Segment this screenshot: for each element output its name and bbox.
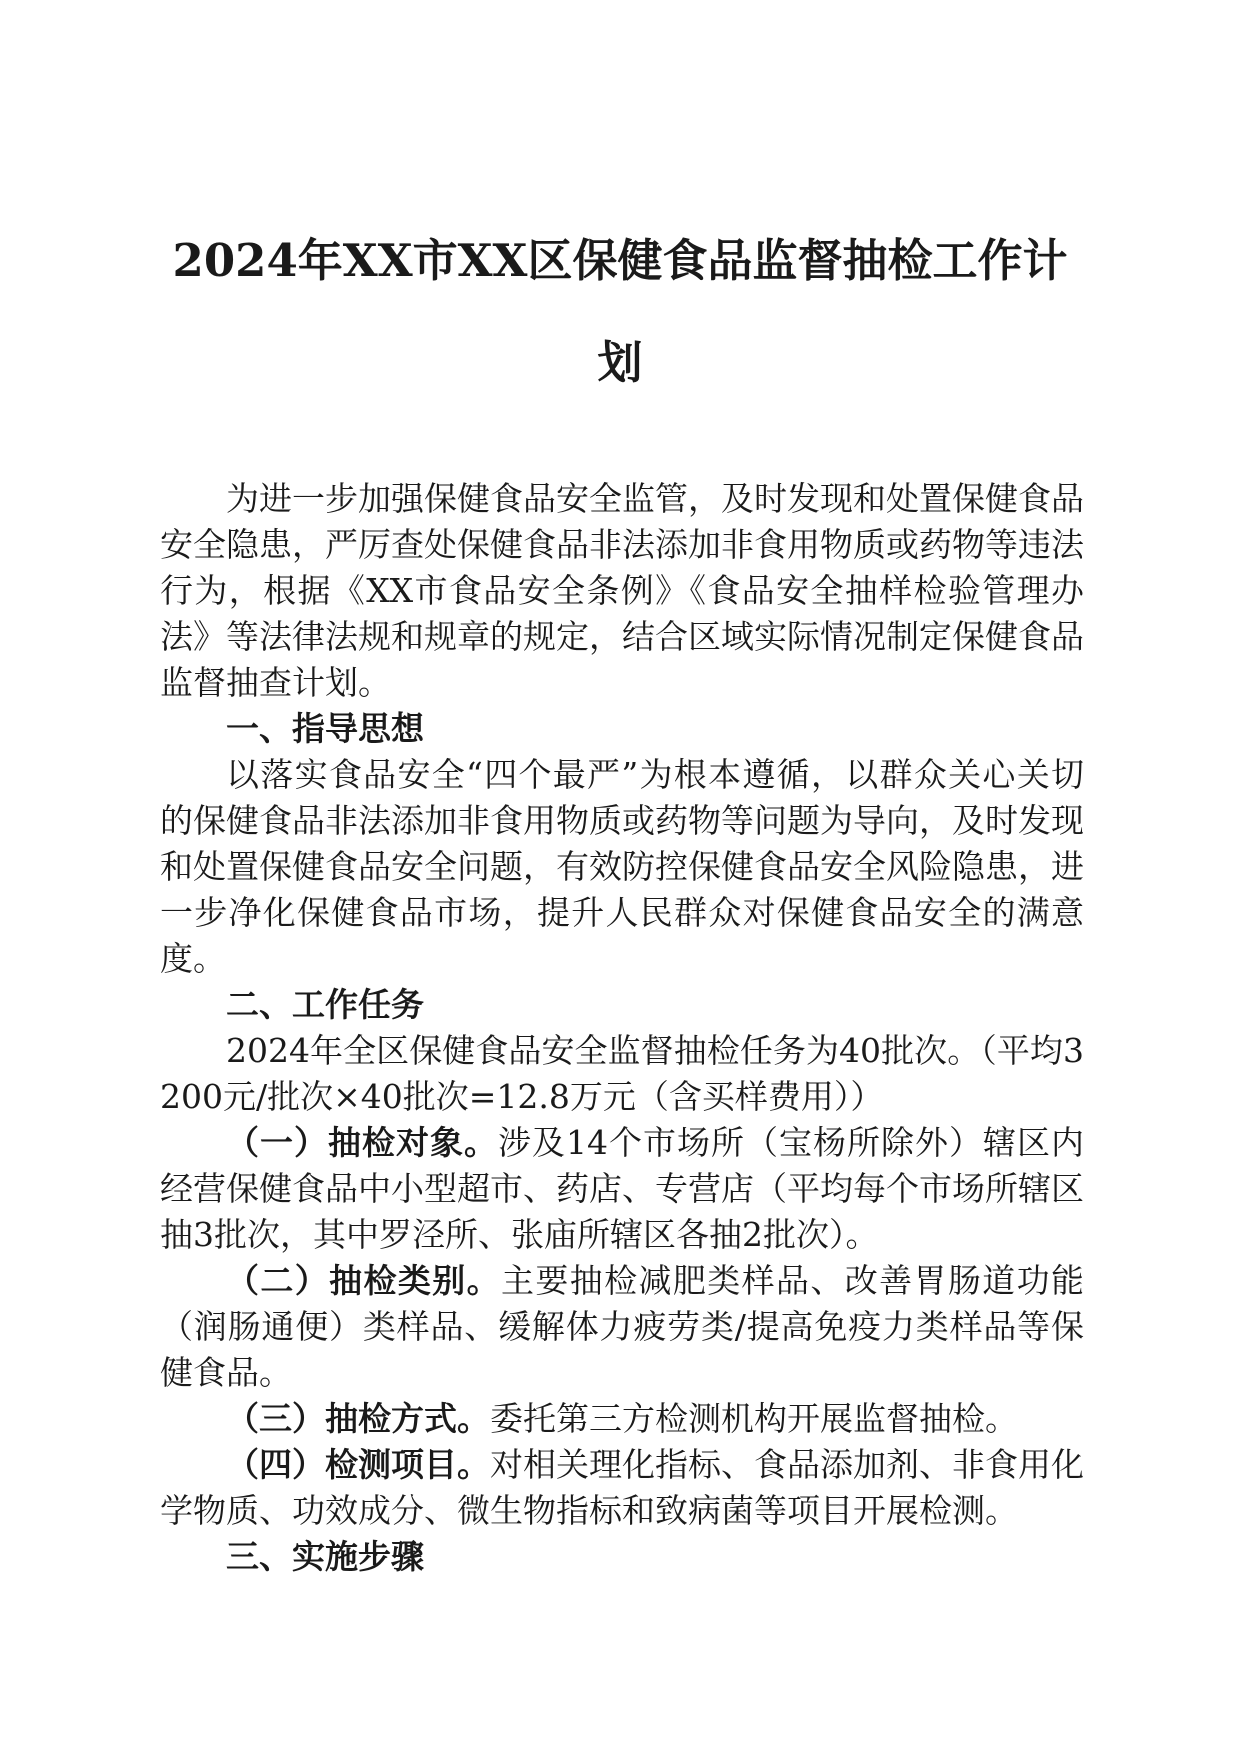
section-heading-work-tasks: 二、工作任务	[226, 985, 424, 1024]
section-heading-guiding-ideology: 一、指导思想	[226, 709, 424, 748]
task-item-label: （三）抽检方式。	[226, 1399, 490, 1438]
intro-paragraph: 为进一步加强保健食品安全监管，及时发现和处置保健食品安全隐患，严厉查处保健食品非法添加非食用物质或药物等违法行为，根据《XX市食品安全条例》《食品安全抽样检验管理办法》等法律法规和规章的规定，结合区域实际情况制定保健食品监督抽查计划。	[160, 479, 1084, 702]
document-body	[160, 476, 1084, 1580]
task-item	[160, 1120, 1084, 1258]
task-item-label: （四）检测项目。	[226, 1445, 490, 1484]
task-item	[160, 1442, 1084, 1534]
document-title-line2: 划	[597, 336, 643, 389]
guiding-ideology-paragraph: 以落实食品安全“四个最严”为根本遵循，以群众关心关切的保健食品非法添加非食用物质或药物等问题为导向，及时发现和处置保健食品安全问题，有效防控保健食品安全风险隐患，进一步净化保健食品市场，提升人民群众对保健食品安全的满意度。	[160, 755, 1084, 978]
section-heading-implementation-steps: 三、实施步骤	[226, 1537, 424, 1576]
task-item	[160, 1396, 1084, 1442]
task-item-text: 涉及14个市场所（宝杨所除外）辖区内经营保健食品中小型超市、药店、专营店（平均每个市场所辖区抽3批次，其中罗泾所、张庙所辖区各抽2批次）。	[160, 1123, 1084, 1254]
work-tasks-paragraph: 2024年全区保健食品安全监督抽检任务为40批次。（平均3200元/批次×40批次=12.8万元（含买样费用））	[160, 1031, 1084, 1116]
task-item-text: 委托第三方检测机构开展监督抽检。	[490, 1399, 1018, 1438]
task-item	[160, 1258, 1084, 1396]
task-item-label: （二）抽检类别。	[226, 1261, 501, 1300]
task-item-text: 主要抽检减肥类样品、改善胃肠道功能（润肠通便）类样品、缓解体力疲劳类/提高免疫力类样品等保健食品。	[160, 1261, 1084, 1392]
task-item-text: 对相关理化指标、食品添加剂、非食用化学物质、功效成分、微生物指标和致病菌等项目开展检测。	[160, 1445, 1084, 1530]
document-title-line1: 2024年XX市XX区保健食品监督抽检工作计	[172, 234, 1068, 287]
task-item-label: （一）抽检对象。	[226, 1123, 498, 1162]
